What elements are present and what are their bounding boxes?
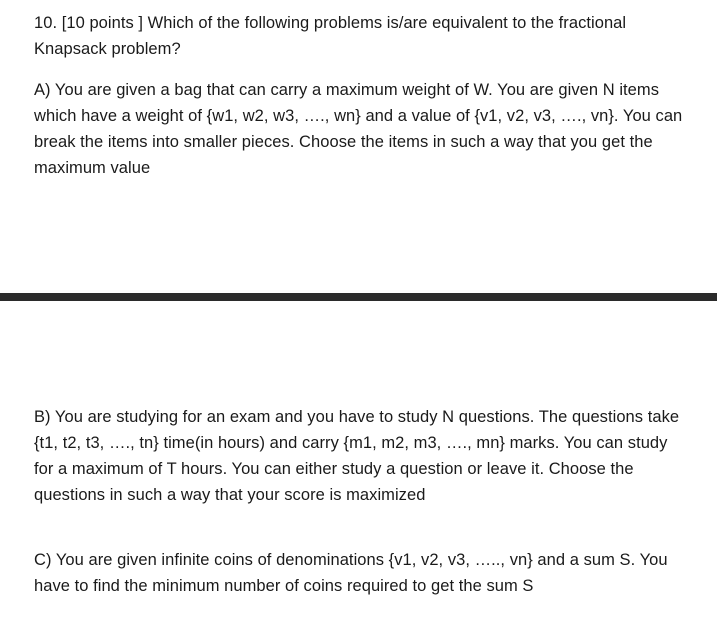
option-b	[34, 404, 684, 508]
option-c	[34, 547, 684, 599]
question-header	[34, 10, 674, 62]
section-divider	[0, 293, 717, 301]
option-a-text: A) You are given a bag that can carry a maximum weight of W. You are given N items which have a weight of {w1, w2, w3, …., wn} and a value of {v1, v2, v3, …., vn}. You can break the items into smaller pieces. Choose the items in such a way that you get the maximum value	[34, 81, 683, 177]
question-text: 10. [10 points ] Which of the following problems is/are equivalent to the fractional Knapsack problem?	[34, 14, 627, 58]
option-b-text: B) You are studying for an exam and you have to study N questions. The questions take {t1, t2, t3, …., tn} time(in hours) and carry {m1, m2, m3, …., mn} marks. You can study for a maximum of T hours. You can either study a question or leave it. Choose the questions in such a way that your score is maximized	[34, 408, 680, 504]
option-c-text: C) You are given infinite coins of denominations {v1, v2, v3, ….., vn} and a sum S. You have to find the minimum number of coins required to get the sum S	[34, 551, 668, 595]
option-a	[34, 77, 694, 181]
